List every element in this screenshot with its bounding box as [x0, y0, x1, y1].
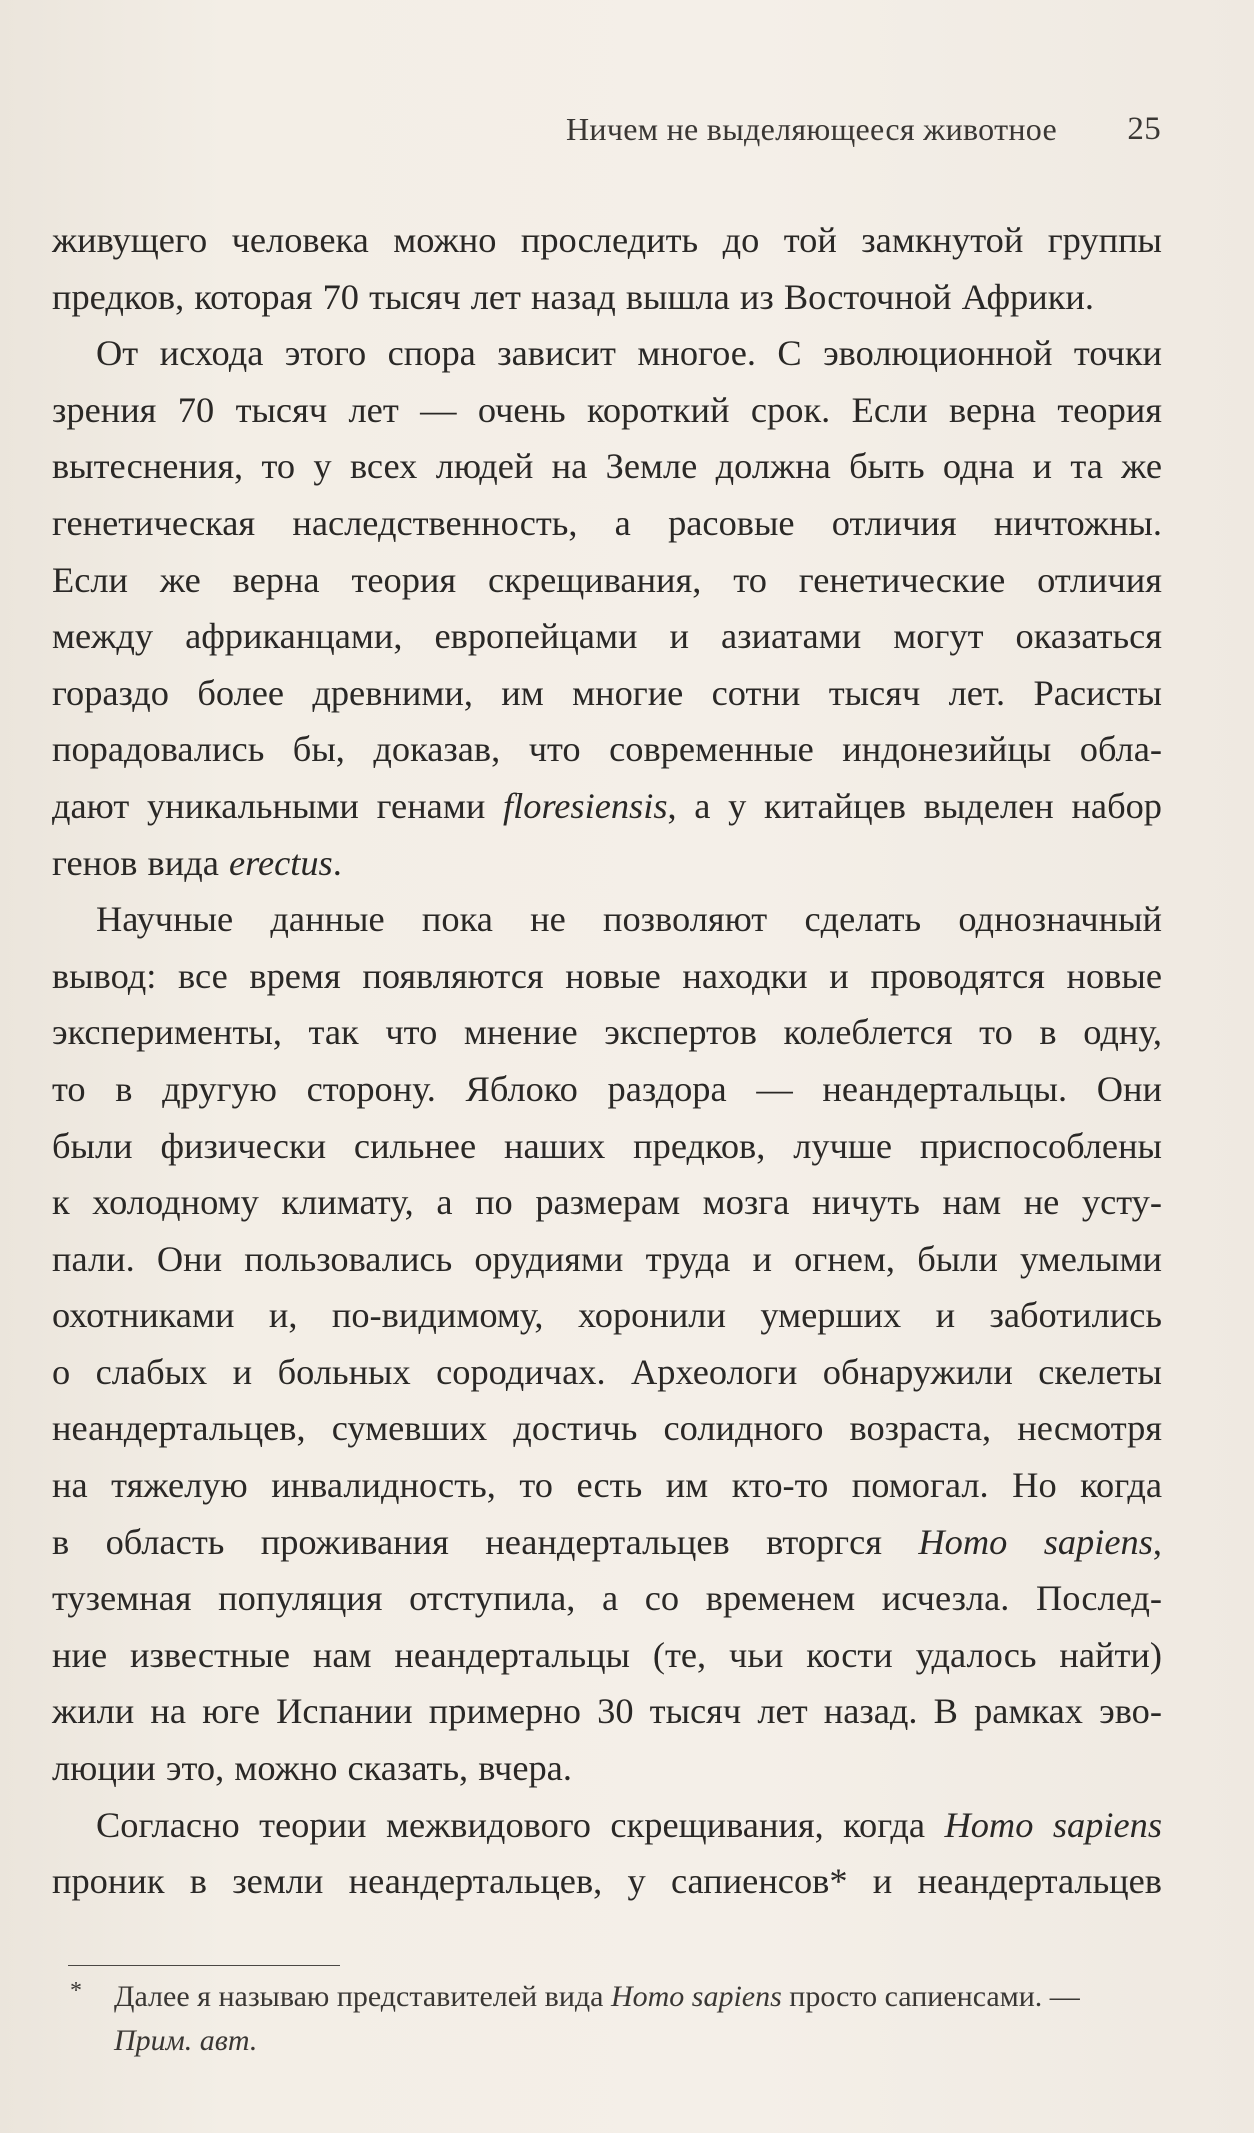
footnote-line — [68, 1975, 1176, 2019]
text-line: живущего человека можно проследить до той замкнутой группы — [52, 220, 1162, 260]
italic-term: floresiensis — [503, 785, 668, 826]
text-run: просто сапиенсами. — — [781, 1980, 1080, 2013]
page-number: 25 — [1127, 111, 1161, 147]
text-line — [52, 778, 1162, 835]
footnote — [68, 1975, 1176, 2063]
footnote-attribution: Прим. авт. — [114, 2024, 258, 2057]
text-line: предков, которая 70 тысяч лет назад вышла из Восточной Африки. — [52, 276, 1094, 317]
body-text — [52, 212, 1162, 1910]
text-line: неандертальцев, сумевших достичь солидного возраста, несмотря — [52, 1408, 1162, 1449]
paragraph-3 — [52, 891, 1162, 1797]
text-line: Научные данные пока не позволяют сделать однозначный — [96, 899, 1162, 940]
text-line: Если же верна теория скрещивания, то генетические отличия — [52, 559, 1162, 600]
paragraph-2 — [52, 325, 1162, 891]
footnote-line — [68, 2019, 1176, 2063]
text-line — [52, 1797, 1162, 1854]
text-line: туземная популяция отступила, а со временем исчезла. Послед- — [52, 1578, 1162, 1619]
text-line: о слабых и больных сородичах. Археологи обнаружили скелеты — [52, 1351, 1162, 1392]
chapter-title: Ничем не выделяющееся животное — [566, 111, 1057, 147]
text-line: порадовались бы, доказав, что современные индонезийцы обла- — [52, 729, 1162, 770]
text-line: между африканцами, европейцами и азиатами могут оказаться — [52, 616, 1162, 657]
text-line: зрения 70 тысяч лет — очень короткий срок. Если верна теория — [52, 389, 1162, 430]
text-line: проник в земли неандертальцев, у сапиенсов* и неандертальцев — [52, 1861, 1162, 1902]
italic-term: erectus — [228, 842, 333, 883]
text-run: генов вида — [52, 842, 229, 883]
text-line: От исхода этого спора зависит многое. С эволюционной точки — [96, 333, 1162, 374]
footnote-divider — [68, 1965, 340, 1966]
text-line: генетическая наследственность, а расовые отличия ничтожны. — [52, 502, 1162, 543]
text-line: вытеснения, то у всех людей на Земле должна быть одна и та же — [52, 446, 1162, 487]
text-line: пали. Они пользовались орудиями труда и огнем, были умелыми — [52, 1238, 1162, 1279]
italic-term: Homo sapiens — [944, 1804, 1162, 1845]
text-run: дают уникальными генами — [52, 785, 504, 826]
footnote-marker: * — [70, 1978, 82, 2004]
text-line: вывод: все время появляются новые находки и проводятся новые — [52, 955, 1162, 996]
text-line: были физически сильнее наших предков, лучше приспособлены — [52, 1125, 1162, 1166]
running-head — [566, 104, 1161, 154]
text-line — [52, 835, 1162, 892]
text-line: эксперименты, так что мнение экспертов колеблется то в одну, — [52, 1012, 1162, 1053]
text-line: ние известные нам неандертальцы (те, чьи кости удалось найти) — [52, 1634, 1162, 1675]
text-line — [52, 1514, 1162, 1571]
paragraph-4 — [52, 1797, 1162, 1910]
text-line: на тяжелую инвалидность, то есть им кто-то помогал. Но когда — [52, 1465, 1162, 1506]
text-run: , а у китайцев выделен набор — [667, 785, 1162, 826]
text-line: жили на юге Испании примерно 30 тысяч лет назад. В рамках эво- — [52, 1691, 1162, 1732]
text-run: . — [332, 842, 342, 883]
text-line: люции это, можно сказать, вчера. — [52, 1748, 572, 1789]
text-line: то в другую сторону. Яблоко раздора — неандертальцы. Они — [52, 1068, 1162, 1109]
text-run: , — [1152, 1521, 1162, 1562]
text-run: Согласно теории межвидового скрещивания, когда — [96, 1804, 945, 1845]
text-line: охотниками и, по-видимому, хоронили умерших и заботились — [52, 1295, 1162, 1336]
text-line: к холодному климату, а по размерам мозга ничуть нам не усту- — [52, 1182, 1162, 1223]
text-line: гораздо более древними, им многие сотни тысяч лет. Расисты — [52, 672, 1162, 713]
text-run: в область проживания неандертальцев вторгся — [52, 1521, 919, 1562]
paragraph-1 — [52, 212, 1162, 325]
italic-term: Homo sapiens — [918, 1521, 1153, 1562]
italic-term: Homo sapiens — [610, 1980, 782, 2013]
text-run: Далее я называю представителей вида — [114, 1980, 611, 2013]
